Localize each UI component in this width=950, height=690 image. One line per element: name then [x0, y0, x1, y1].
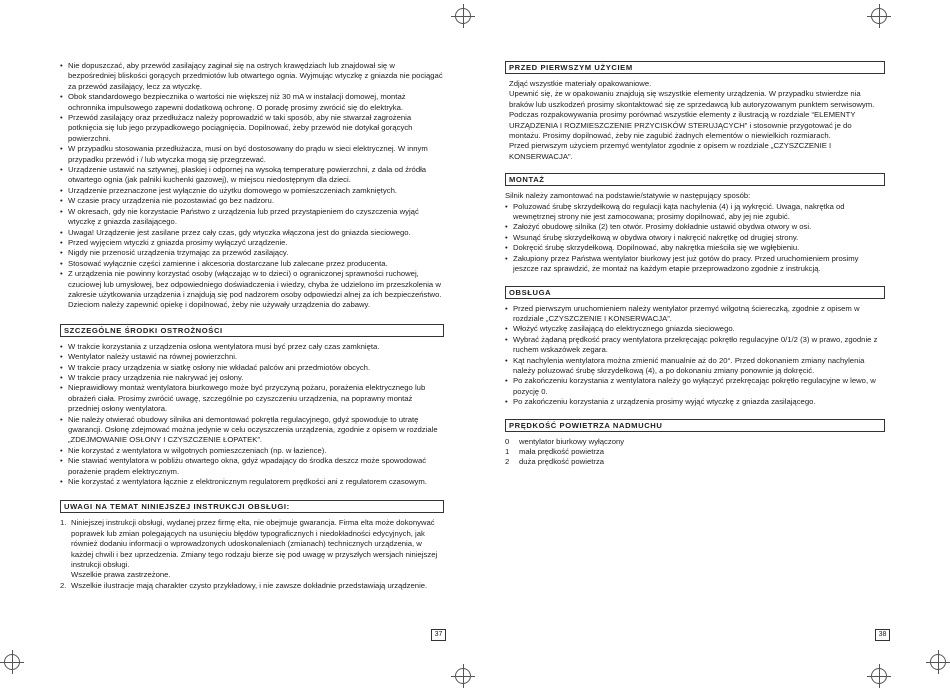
list-item: • Zakupiony przez Państwa wentylator biurkowy jest już gotów do pracy. Przed uruchomieniem prosimy jeszcze raz sprawdzić, że montaż na każdym etapie przeprowadzono zgodnie z instrukcją.	[505, 254, 885, 275]
section-heading-manual-notes: UWAGI NA TEMAT NINIEJSZEJ INSTRUKCJI OBSŁUGI:	[60, 500, 444, 513]
list-item: • Nigdy nie przenosić urządzenia trzymając za przewód zasilający.	[60, 248, 444, 258]
list-item: • Po zakończeniu korzystania z wentylatora należy go wyłączyć przekręcając pokrętło regulacyjne w lewo, w pozycję 0.	[505, 376, 885, 397]
list-item: • Nie korzystać z wentylatora w wilgotnych pomieszczeniach (np. w łazience).	[60, 446, 444, 456]
list-item: • Nieprawidłowy montaż wentylatora biurkowego może być przyczyną pożaru, porażenia elektrycznego lub obrażeń ciała. Prosimy zwrócić uwagę, szczególnie po czyszczeniu urządzenia, na poprawny montaż przedniej osłony wentylatora.	[60, 383, 444, 414]
section-heading-operation: OBSŁUGA	[505, 286, 885, 299]
list-item: 2. Wszelkie ilustracje mają charakter czysto przykładowy, i nie zawsze dokładnie przedstawiają urządzenie.	[60, 580, 428, 590]
list-item: • W przypadku stosowania przedłużacza, musi on być dostosowany do prądu w sieci elektrycznej. W innym przypadku przewód i / lub wtyczka mogą się przegrzewać.	[60, 144, 444, 165]
list-item: • Założyć obudowę silnika (2) ten otwór. Prosimy dokładnie ustawić obydwa otwory w osi.	[505, 222, 885, 232]
assembly-intro: Silnik należy zamontować na podstawie/statywie w następujący sposób:	[505, 191, 751, 201]
list-item: • Wybrać żądaną prędkość pracy wentylatora przekręcając pokrętło regulacyjne 0/1/2 (3) w prawo, zgodnie z ruchem wskazówek zegara.	[505, 335, 885, 356]
list-item: • Nie dopuszczać, aby przewód zasilający zaginał się na ostrych krawędziach lub znajdował się w bezpośredniej bliskości gorących przedmiotów lub otwartego ognia. Wyjmując wtyczkę z gniazda nie pociągać za przewód zasilający, lecz za wtyczkę.	[60, 61, 444, 92]
list-item: • Przewód zasilający oraz przedłużacz należy poprowadzić w taki sposób, aby nie stwarzał zagrożenia potknięcia się lub jego przypadkowego pociągnięcia. Dopilnować, żeby przewód nie dotykał gorących powierzchni.	[60, 113, 444, 144]
table-row: 1 mała prędkość powietrza	[505, 446, 605, 456]
list-item: • Włożyć wtyczkę zasilającą do elektrycznego gniazda sieciowego.	[505, 324, 885, 334]
list-item: • W trakcie korzystania z urządzenia osłona wentylatora musi być przez cały czas zamknięta.	[60, 342, 444, 352]
list-item: • Uwaga! Urządzenie jest zasilane przez cały czas, gdy wtyczka włączona jest do gniazda sieciowego.	[60, 228, 444, 238]
page-number: 38	[875, 629, 890, 641]
list-item: • Nie należy otwierać obudowy silnika ani demontować pokrętła regulacyjnego, gdyż spowoduje to utratę gwarancji. Osłonę zdejmować można jedynie w celu oczyszczenia urządzenia, zgodnie z opisem w rozdziale „ZDEJMOWANIE OSŁONY I CZYSZCZENIE ŁOPATEK”.	[60, 415, 444, 446]
list-item: • Urządzenie przeznaczone jest wyłącznie do użytku domowego w pomieszczeniach zamkniętych.	[60, 186, 444, 196]
assembly-list	[505, 202, 885, 275]
list-item: • Dokręcić śrubę skrzydełkową. Dopilnować, aby nakrętka mieściła się we wgłębieniu.	[505, 243, 885, 253]
list-item: • Wsunąć śrubę skrzydełkową w obydwa otwory i nakręcić nakrętkę od drugiej strony.	[505, 233, 885, 243]
list-item: • Nie stawiać wentylatora w pobliżu otwartego okna, gdyż wpadający do środka deszcz może spowodować porażenie prądem elektrycznym.	[60, 456, 444, 477]
right-page	[475, 0, 950, 690]
section-heading-air-speed: PRĘDKOŚĆ POWIETRZA NADMUCHU	[505, 419, 885, 432]
list-item: • W trakcie pracy urządzenia w siatkę osłony nie wkładać palców ani przedmiotów obcych.	[60, 363, 444, 373]
manual-notes-list	[60, 518, 444, 591]
list-item: • W czasie pracy urządzenia nie pozostawiać go bez nadzoru.	[60, 196, 444, 206]
paragraph: Upewnić się, że w opakowaniu znajdują się wszystkie elementy urządzenia. W przypadku stwierdze nia braków lub uszkodzeń prosimy skontaktować się ze sprzedawcą lub autoryzowanym punktem serwisowym.	[509, 89, 875, 109]
list-item: 1. Niniejszej instrukcji obsługi, wydanej przez firmę elta, nie obejmuje gwarancja. Firma elta może dokonywać poprawek lub zmian polegających na usunięciu błędów typograficznych i niedokładności edycyjnych, jak również dodaniu informacji o wprowadzonych udoskonaleniach (zmianach) technicznych urządzenia, w każdej chwili i bez uprzedzenia. Zmiany tego rodzaju bierze się pod uwagę w przyszłych wersjach niniejszej instrukcji obsługi. Wszelkie prawa zastrzeżone.	[60, 518, 438, 580]
list-item: • Po zakończeniu korzystania z urządzenia prosimy wyjąć wtyczkę z gniazda zasilającego.	[505, 397, 885, 407]
paragraph: Zdjąć wszystkie materiały opakowaniowe.	[509, 79, 652, 88]
list-item: • Kąt nachylenia wentylatora można zmienić manualnie aż do 20°. Przed dokonaniem zmiany nachylenia należy poluzować śrubę skrzydełkową (4), a po dokonaniu zmiany ponownie ją dokręcić.	[505, 356, 885, 377]
section-heading-assembly: MONTAŻ	[505, 173, 885, 186]
list-item: • Obok standardowego bezpiecznika o wartości nie większej niż 30 mA w instalacji domowej, montaż ochronnika impulsowego zapewni dodatkową ochronę. O poradę prosimy zwrócić się do elektryka.	[60, 92, 444, 113]
section-heading-before-first-use: PRZED PIERWSZYM UŻYCIEM	[505, 61, 885, 74]
paragraph: Podczas rozpakowywania prosimy porównać wszystkie elementy z ilustracją w rozdziale “ELEMENTY URZĄDZENIA I ROZMIESZCZENIE PRZYCISKÓW STERUJĄCYCH” i stosownie przygotować je do montażu. Prosimy dopilnować, żeby nie zagubić żadnych elementów o niewielkich rozmiarach.	[509, 110, 856, 141]
list-item: • W trakcie pracy urządzenia nie nakrywać jej osłony.	[60, 373, 444, 383]
section-heading-special-precautions: SZCZEGÓLNE ŚRODKI OSTROŻNOŚCI	[60, 324, 444, 337]
safety-list	[60, 61, 444, 311]
operation-list	[505, 304, 885, 408]
table-row: 2 duża prędkość powietrza	[505, 457, 605, 467]
list-item: • Nie korzystać z wentylatora łącznie z elektronicznym regulatorem prędkości ani z regulatorem czasowym.	[60, 477, 444, 487]
air-speed-table	[505, 437, 885, 468]
list-item: • Przed wyjęciem wtyczki z gniazda prosimy wyłączyć urządzenie.	[60, 238, 444, 248]
list-item: • Z urządzenia nie powinny korzystać osoby (włączając w to dzieci) o ograniczonej sprawności ruchowej, czuciowej lub umysłowej, bez odpowiedniego doświadczenia i wiedzy, chyba że udzielono im przeszkolenia w zakresie użytkowania urządzenia i znajdują się pod nadzorem osoby odpowiedzi alnej za ich bezpieczeństwo. Dzieciom należy zapewnić opiekę i dopilnować, żeby nie używały urządzenia do zabawy.	[60, 269, 444, 311]
list-item: • Poluzować śrubę skrzydełkową do regulacji kąta nachylenia (4) i ją wykręcić. Uwaga, nakrętka od wewnętrznej strony nie jest zamocowana; prosimy dopilnować, aby jej nie zgubić.	[505, 202, 885, 223]
list-item: • Urządzenie ustawić na sztywnej, płaskiej i odpornej na wysoką temperaturę powierzchni, z dala od źródła otwartego ognia (jak palniki kuchenki gazowej), w miejscu niedostępnym dla dzieci.	[60, 165, 444, 186]
page-number: 37	[431, 629, 446, 641]
list-item: • Przed pierwszym uruchomieniem należy wentylator przemyć wilgotną ściereczką, zgodnie z opisem w rozdziale „CZYSZCZENIE I KONSERWACJA”.	[505, 304, 885, 325]
special-precautions-list	[60, 342, 444, 488]
list-item: • Stosować wyłącznie części zamienne i akcesoria dostarczane lub zalecane przez producenta.	[60, 259, 444, 269]
list-item: • Wentylator należy ustawić na równej powierzchni.	[60, 352, 444, 362]
paragraph: Przed pierwszym użyciem przemyć wentylator zgodnie z opisem w rozdziale „CZYSZCZENIE I KONSERWACJA”.	[509, 141, 832, 161]
left-column	[60, 61, 444, 591]
list-item: • W okresach, gdy nie korzystacie Państwo z urządzenia lub przed przystąpieniem do czyszczenia wyjąć wtyczkę z gniazda zasilającego.	[60, 207, 444, 228]
right-column	[505, 61, 885, 468]
table-row: 0 wentylator biurkowy wyłączony	[505, 436, 625, 446]
